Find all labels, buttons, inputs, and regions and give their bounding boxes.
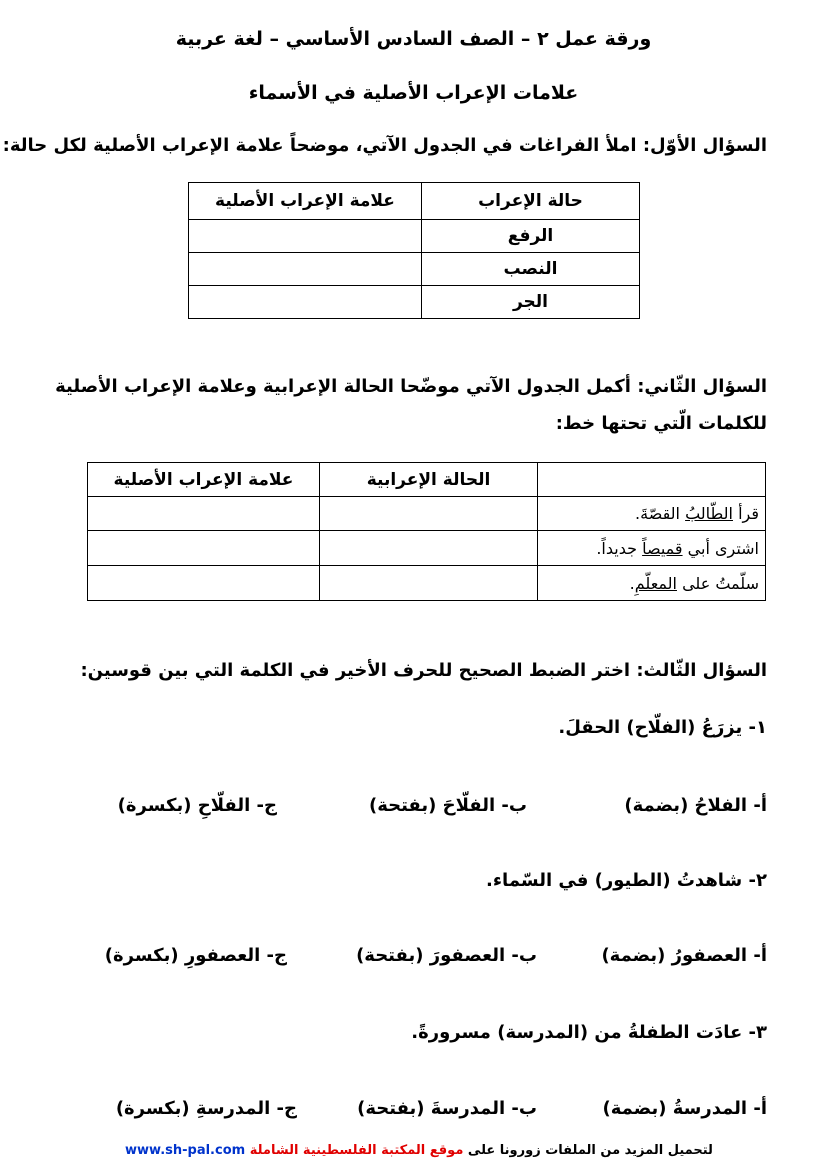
q1-row-case: النصب	[422, 253, 640, 286]
q1-row-case: الجر	[422, 286, 640, 319]
page-title: ورقة عمل ٢ – الصف السادس الأساسي – لغة عربية	[175, 28, 652, 50]
q2-mark-blank[interactable]	[88, 566, 320, 601]
q1-row-case: الرفع	[422, 220, 640, 253]
q2-sentence: سلّمتُ على المعلّمِ.	[538, 566, 766, 601]
q3-option-b[interactable]: ب- العصفورَ (بفتحة)	[356, 945, 537, 966]
page-subtitle: علامات الإعراب الأصلية في الأسماء	[248, 82, 579, 104]
q1-row-mark-blank[interactable]	[189, 220, 422, 253]
q3-option-a[interactable]: أ- العصفورُ (بضمة)	[601, 945, 767, 966]
q3-option-c[interactable]: ج- المدرسةِ (بكسرة)	[115, 1098, 297, 1119]
footer-text: لتحميل المزيد من الملفات زورونا على	[467, 1143, 713, 1158]
q2-prompt-line1: السؤال الثّاني: أكمل الجدول الآتي موضّحا الحالة الإعرابية وعلامة الإعراب الأصلية	[55, 376, 767, 397]
q2-sentence: قرأ الطّالبُ القصّةَ.	[538, 497, 766, 531]
q1-col-mark: علامة الإعراب الأصلية	[189, 183, 422, 220]
footer	[125, 1143, 713, 1158]
q2-case-blank[interactable]	[320, 566, 538, 601]
q3-option-a[interactable]: أ- الفلاحُ (بضمة)	[624, 795, 767, 816]
q3-option-c[interactable]: ج- العصفورِ (بكسرة)	[104, 945, 287, 966]
footer-url-link[interactable]: www.sh-pal.com	[125, 1143, 246, 1158]
q2-col-sentence	[538, 463, 766, 497]
q2-case-blank[interactable]	[320, 531, 538, 566]
q1-row-mark-blank[interactable]	[189, 286, 422, 319]
underlined-word: قميصاً	[642, 538, 683, 558]
q3-option-b[interactable]: ب- الفلّاحَ (بفتحة)	[368, 795, 527, 816]
q3-option-b[interactable]: ب- المدرسةَ (بفتحة)	[357, 1098, 537, 1119]
q1-row-mark-blank[interactable]	[189, 253, 422, 286]
q3-option-c[interactable]: ج- الفلّاحِ (بكسرة)	[117, 795, 277, 816]
underlined-word: المعلّمِ	[634, 573, 677, 593]
q2-sentence: اشترى أبي قميصاً جديداً.	[538, 531, 766, 566]
q3-sentence-2: ٢- شاهدتُ (الطيور) في السّماء.	[486, 870, 767, 891]
q2-table	[87, 462, 766, 601]
q2-col-case: الحالة الإعرابية	[320, 463, 538, 497]
q2-prompt-line2: للكلمات الّتي تحتها خط:	[555, 413, 767, 434]
q2-case-blank[interactable]	[320, 497, 538, 531]
q3-prompt: السؤال الثّالث: اختر الضبط الصحيح للحرف الأخير في الكلمة التي بين قوسين:	[80, 660, 767, 681]
q1-prompt: السؤال الأوّل: املأ الفراغات في الجدول الآتي، موضحاً علامة الإعراب الأصلية لكل حالة:	[2, 135, 767, 156]
q2-mark-blank[interactable]	[88, 531, 320, 566]
underlined-word: الطّالبُ	[685, 504, 733, 523]
q2-col-mark: علامة الإعراب الأصلية	[88, 463, 320, 497]
q3-sentence-3: ٣- عادَت الطفلةُ من (المدرسة) مسرورةً.	[411, 1022, 767, 1043]
q3-option-a[interactable]: أ- المدرسةُ (بضمة)	[602, 1098, 767, 1119]
footer-site-name: موقع المكتبة الفلسطينية الشاملة	[249, 1143, 464, 1158]
q3-sentence-1: ١- يزرَعُ (الفلّاح) الحقلَ.	[558, 717, 767, 738]
q1-col-case: حالة الإعراب	[422, 183, 640, 220]
q1-table	[188, 182, 640, 319]
q2-mark-blank[interactable]	[88, 497, 320, 531]
